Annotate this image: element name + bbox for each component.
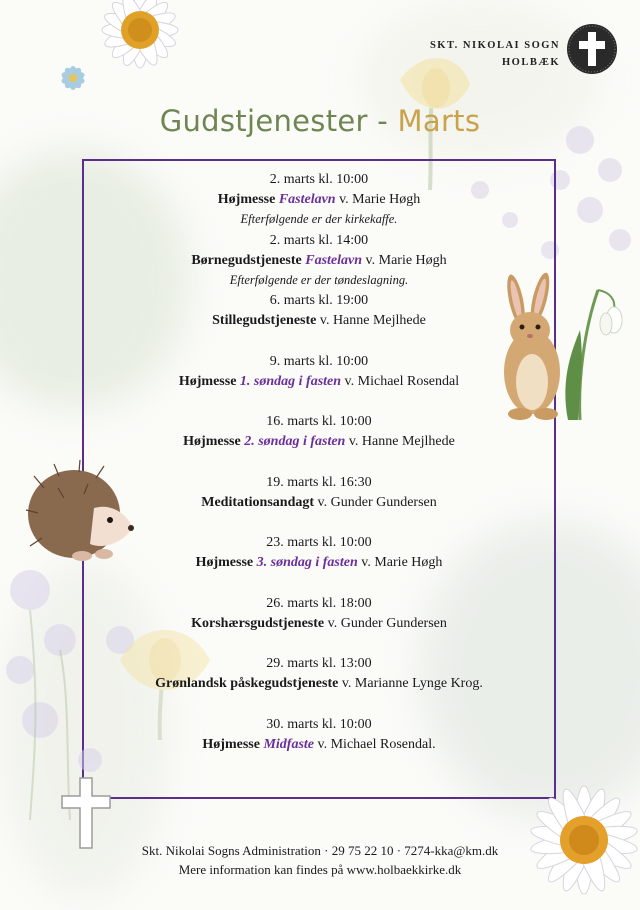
service-officiant: v. Michael Rosendal <box>341 373 460 389</box>
footer-website: Mere information kan findes på www.holbaekkirke.dk <box>178 862 462 877</box>
footer-contact: Skt. Nikolai Sogns Administration · 29 75 22 10 · 7274-kka@km.dk <box>141 843 499 858</box>
service-date: 2. marts kl. 10:00 <box>269 172 369 187</box>
service-name: Stillegudstjeneste <box>212 313 317 328</box>
church-name-line1: SKT. NIKOLAI SOGN <box>429 40 560 51</box>
service-officiant: v. Marianne Lynge Krog. <box>338 676 483 691</box>
church-name <box>430 37 560 71</box>
service-date: 19. marts kl. 16:30 <box>266 474 372 490</box>
service-name: Meditationsandagt <box>201 494 315 510</box>
service-date: 6. marts kl. 19:00 <box>269 293 369 308</box>
service-occasion: Fastelavn <box>305 252 363 268</box>
service-date: 2. marts kl. 14:00 <box>269 232 369 248</box>
service-officiant: v. Marie Høgh <box>357 555 443 570</box>
service-date: 26. marts kl. 18:00 <box>266 595 372 611</box>
service-name: Højmesse <box>195 555 254 570</box>
blue-flower-icon <box>52 57 94 99</box>
service-date: 29. marts kl. 13:00 <box>266 656 372 671</box>
service-name: Højmesse <box>183 434 241 449</box>
page-title-part2: Marts <box>397 104 481 138</box>
service-date: 30. marts kl. 10:00 <box>266 716 372 732</box>
footer <box>0 841 640 879</box>
service-name: Børnegudstjeneste <box>191 252 302 268</box>
service-occasion: 2. søndag i fasten <box>244 434 346 449</box>
service-occasion: 1. søndag i fasten <box>239 373 342 389</box>
service-item <box>82 533 556 594</box>
service-item <box>82 231 556 292</box>
service-item <box>82 473 556 534</box>
daisy-icon <box>82 0 198 88</box>
service-occasion: Midfaste <box>263 736 315 752</box>
service-officiant: v. Marie Høgh <box>362 252 447 268</box>
service-name: Højmesse <box>217 192 276 207</box>
page-title-part1: Gudstjenester - <box>159 104 398 138</box>
service-item <box>82 412 556 473</box>
service-occasion: 3. søndag i fasten <box>256 555 358 570</box>
service-date: 23. marts kl. 10:00 <box>266 535 372 550</box>
daisy-icon <box>522 770 640 910</box>
service-name: Korshærsgudstjeneste <box>191 615 325 631</box>
church-name-line2: HOLBÆK <box>501 57 560 68</box>
church-cross-logo-icon <box>566 23 618 75</box>
service-list <box>82 170 556 775</box>
service-officiant: v. Gunder Gundersen <box>324 615 447 631</box>
service-officiant: v. Hanne Mejlhede <box>316 313 426 328</box>
service-officiant: v. Gunder Gundersen <box>314 494 437 510</box>
service-item <box>82 291 556 352</box>
service-name: Højmesse <box>202 736 260 752</box>
service-item <box>82 715 556 776</box>
service-date: 9. marts kl. 10:00 <box>269 353 369 369</box>
service-name: Højmesse <box>178 373 237 389</box>
service-item <box>82 352 556 413</box>
service-officiant: v. Marie Høgh <box>335 192 421 207</box>
service-note: Efterfølgende er der tøndeslagning. <box>229 272 409 287</box>
service-item <box>82 594 556 655</box>
service-occasion: Fastelavn <box>278 192 336 207</box>
page-title <box>0 104 640 138</box>
service-date: 16. marts kl. 10:00 <box>266 414 372 429</box>
service-name: Grønlandsk påskegudstjeneste <box>155 676 339 691</box>
service-note: Efterfølgende er der kirkekaffe. <box>240 212 398 226</box>
service-item <box>82 170 556 231</box>
snowdrop-icon <box>550 270 630 420</box>
cross-icon <box>60 776 112 850</box>
service-officiant: v. Michael Rosendal. <box>314 736 436 752</box>
service-officiant: v. Hanne Mejlhede <box>345 434 455 449</box>
service-item <box>82 654 556 715</box>
